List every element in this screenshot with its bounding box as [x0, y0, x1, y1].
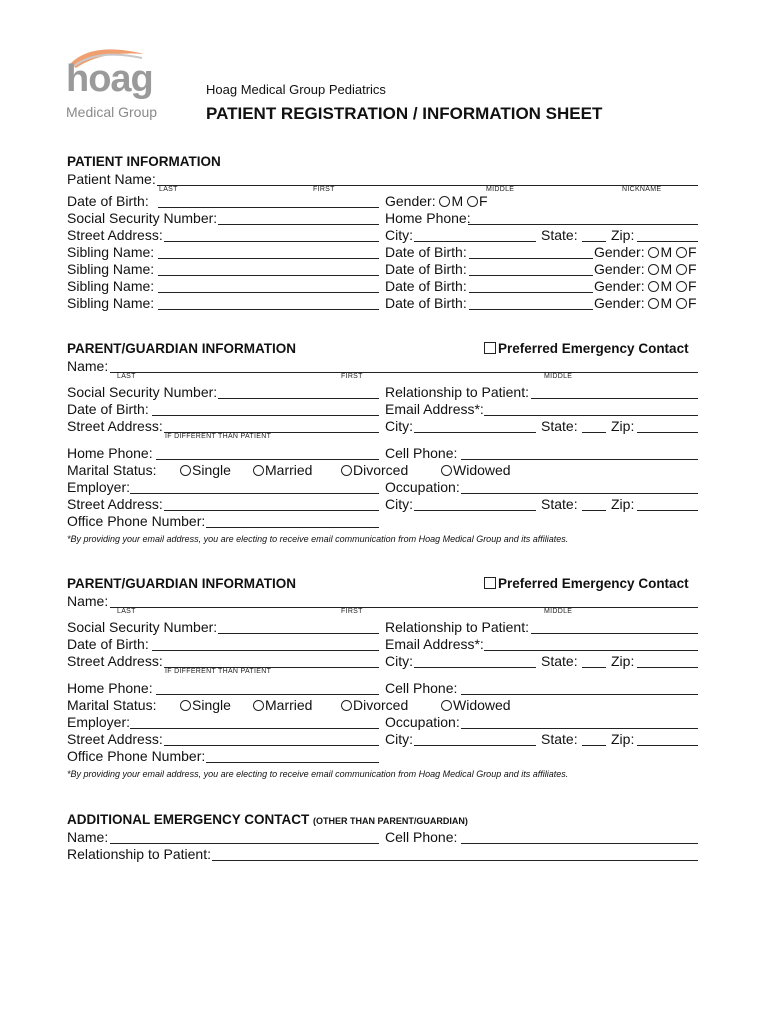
guardian1-office-phone-label: Office Phone Number: [67, 513, 206, 529]
additional-relationship-label: Relationship to Patient: [67, 846, 211, 862]
guardian2-work-state-label: State: [541, 731, 578, 747]
sibling-gender-m-radio[interactable] [648, 264, 659, 275]
additional-name-label: Name: [67, 829, 109, 845]
sibling-name-field[interactable] [158, 275, 379, 276]
additional-heading [67, 812, 468, 827]
patient-street-label: Street Address: [67, 227, 163, 243]
guardian1-relationship-field[interactable] [531, 398, 698, 399]
sub-nickname: NICKNAME [622, 186, 662, 193]
sibling-dob-label: Date of Birth: [385, 261, 467, 277]
patient-zip-label: Zip: [611, 227, 635, 243]
sibling-gender-m-radio[interactable] [648, 247, 659, 258]
sibling-gender-m-label: M [660, 295, 673, 311]
sub-first: FIRST [313, 186, 335, 193]
guardian2-single[interactable] [180, 697, 231, 713]
widowed-radio[interactable] [441, 465, 452, 476]
guardian1-preferred-checkbox[interactable] [484, 342, 496, 354]
guardian2-ssn-field[interactable] [218, 633, 379, 634]
guardian1-heading: PARENT/GUARDIAN INFORMATION [67, 341, 296, 356]
sibling-gender-m-label: M [660, 261, 673, 277]
guardian2-preferred-checkbox[interactable] [484, 577, 496, 589]
guardian1-preferred-label: Preferred Emergency Contact [498, 341, 689, 356]
guardian1-office-phone-field[interactable] [206, 527, 379, 528]
guardian2-city-field[interactable] [414, 667, 536, 668]
guardian2-relationship-label: Relationship to Patient: [385, 619, 529, 635]
patient-home-phone-field[interactable] [468, 224, 698, 225]
guardian1-ssn-label: Social Security Number: [67, 384, 218, 400]
sibling-dob-label: Date of Birth: [385, 295, 467, 311]
additional-name-field[interactable] [110, 843, 379, 844]
sibling-gender [594, 244, 697, 260]
guardian2-work-city-field[interactable] [414, 745, 536, 746]
sub-if-different: IF DIFFERENT THAN PATIENT [165, 433, 272, 440]
single-label: Single [192, 697, 231, 713]
sibling-gender-f-label: F [688, 295, 697, 311]
guardian1-name-field[interactable] [110, 372, 698, 373]
guardian2-ssn-label: Social Security Number: [67, 619, 218, 635]
widowed-label: Widowed [453, 462, 511, 478]
guardian1-work-street-field[interactable] [164, 510, 379, 511]
sibling-gender-label: Gender: [594, 261, 645, 277]
guardian1-divorced[interactable] [341, 462, 408, 478]
guardian2-employer-field[interactable] [130, 728, 379, 729]
patient-ssn-label: Social Security Number: [67, 210, 218, 226]
guardian2-preferred [484, 576, 689, 591]
sibling-gender-m-label: M [660, 244, 673, 260]
guardian2-name-label: Name: [67, 593, 109, 609]
guardian2-cell-label: Cell Phone: [385, 680, 458, 696]
additional-heading-text: ADDITIONAL EMERGENCY CONTACT [67, 812, 310, 827]
guardian1-zip-field[interactable] [637, 432, 698, 433]
guardian2-relationship-field[interactable] [531, 633, 698, 634]
guardian2-work-city-label: City: [385, 731, 413, 747]
patient-home-phone-label: Home Phone: [385, 210, 471, 226]
guardian2-name-field[interactable] [110, 607, 698, 608]
sibling-name-label: Sibling Name: [67, 278, 155, 294]
patient-state-label: State: [541, 227, 578, 243]
guardian2-work-street-label: Street Address: [67, 731, 163, 747]
guardian2-state-field[interactable] [582, 667, 606, 668]
sibling-gender-m-radio[interactable] [648, 281, 659, 292]
sub-first: FIRST [341, 373, 363, 380]
patient-dob-field[interactable] [158, 207, 379, 208]
guardian2-office-phone-field[interactable] [206, 762, 379, 763]
sibling-gender-f-label: F [688, 278, 697, 294]
gender-m-radio[interactable] [439, 196, 450, 207]
sibling-gender-f-label: F [688, 261, 697, 277]
sibling-gender [594, 261, 697, 277]
guardian1-home-phone-label: Home Phone: [67, 445, 153, 461]
guardian1-cell-label: Cell Phone: [385, 445, 458, 461]
guardian2-dob-field[interactable] [152, 650, 379, 651]
sibling-gender [594, 278, 697, 294]
gender-label: Gender: [385, 193, 436, 209]
divorced-label: Divorced [353, 697, 409, 713]
guardian2-marital-label: Marital Status: [67, 697, 157, 713]
sibling-name-label: Sibling Name: [67, 261, 155, 277]
guardian2-zip-label: Zip: [611, 653, 635, 669]
sibling-dob-field[interactable] [469, 292, 593, 293]
additional-relationship-field[interactable] [212, 860, 698, 861]
gender-m-label: M [451, 193, 464, 209]
guardian1-married[interactable] [253, 462, 312, 478]
guardian2-street-label: Street Address: [67, 653, 163, 669]
guardian2-work-zip-label: Zip: [611, 731, 635, 747]
guardian2-divorced[interactable] [341, 697, 408, 713]
divorced-radio[interactable] [341, 700, 352, 711]
single-label: Single [192, 462, 231, 478]
guardian1-dob-field[interactable] [152, 415, 379, 416]
patient-dob-label: Date of Birth: [67, 193, 149, 209]
logo-main-text: hoag [66, 58, 153, 100]
sibling-gender-m-label: M [660, 278, 673, 294]
guardian1-widowed[interactable] [441, 462, 511, 478]
sibling-gender-label: Gender: [594, 244, 645, 260]
page-title: PATIENT REGISTRATION / INFORMATION SHEET [206, 104, 603, 123]
guardian1-ssn-field[interactable] [218, 398, 379, 399]
guardian2-married[interactable] [253, 697, 312, 713]
guardian2-home-phone-label: Home Phone: [67, 680, 153, 696]
guardian1-email-field[interactable] [484, 415, 698, 416]
divorced-radio[interactable] [341, 465, 352, 476]
sibling-name-label: Sibling Name: [67, 295, 155, 311]
sibling-dob-label: Date of Birth: [385, 244, 467, 260]
sibling-gender-f-label: F [688, 244, 697, 260]
patient-name-field[interactable] [157, 185, 698, 186]
guardian2-home-phone-field[interactable] [156, 694, 379, 695]
sub-middle: MIDDLE [544, 373, 573, 380]
patient-street-field[interactable] [164, 241, 379, 242]
sibling-gender-f-radio[interactable] [676, 298, 687, 309]
logo [64, 44, 164, 124]
single-radio[interactable] [180, 700, 191, 711]
patient-city-field[interactable] [414, 241, 536, 242]
guardian2-zip-field[interactable] [637, 667, 698, 668]
single-radio[interactable] [180, 465, 191, 476]
patient-name-label: Patient Name: [67, 171, 156, 187]
guardian1-state-field[interactable] [582, 432, 606, 433]
logo-sub-text: Medical Group [66, 104, 158, 120]
guardian2-employer-label: Employer: [67, 714, 131, 730]
guardian2-email-note: *By providing your email address, you are electing to receive email communication from Hoag Medical Group and its affiliates. [67, 769, 569, 779]
guardian2-work-zip-field[interactable] [637, 745, 698, 746]
guardian1-name-label: Name: [67, 358, 109, 374]
guardian2-dob-label: Date of Birth: [67, 636, 149, 652]
married-label: Married [265, 697, 313, 713]
sibling-gender-f-radio[interactable] [676, 247, 687, 258]
org-name: Hoag Medical Group Pediatrics [206, 82, 386, 97]
sibling-name-label: Sibling Name: [67, 244, 155, 260]
sibling-name-field[interactable] [158, 258, 379, 259]
guardian1-work-zip-field[interactable] [637, 510, 698, 511]
guardian1-employer-field[interactable] [130, 493, 379, 494]
sibling-gender-f-radio[interactable] [676, 264, 687, 275]
sub-first: FIRST [341, 608, 363, 615]
guardian1-email-note: *By providing your email address, you are electing to receive email communication from Hoag Medical Group and its affiliates. [67, 534, 569, 544]
widowed-label: Widowed [453, 697, 511, 713]
sibling-gender-f-radio[interactable] [676, 281, 687, 292]
patient-heading: PATIENT INFORMATION [67, 154, 221, 169]
sub-last: LAST [117, 373, 136, 380]
guardian1-occupation-label: Occupation: [385, 479, 460, 495]
guardian1-street-label: Street Address: [67, 418, 163, 434]
sibling-gender-label: Gender: [594, 278, 645, 294]
sibling-gender-m-radio[interactable] [648, 298, 659, 309]
patient-ssn-field[interactable] [218, 224, 379, 225]
guardian2-cell-field[interactable] [461, 694, 698, 695]
sibling-name-field[interactable] [158, 292, 379, 293]
sibling-dob-field[interactable] [469, 258, 593, 259]
guardian1-work-zip-label: Zip: [611, 496, 635, 512]
guardian1-work-state-label: State: [541, 496, 578, 512]
guardian1-state-label: State: [541, 418, 578, 434]
guardian1-work-state-field[interactable] [582, 510, 606, 511]
married-radio[interactable] [253, 465, 264, 476]
gender-f-label: F [479, 193, 488, 209]
widowed-radio[interactable] [441, 700, 452, 711]
patient-state-field[interactable] [582, 241, 606, 242]
married-label: Married [265, 462, 313, 478]
guardian1-work-city-label: City: [385, 496, 413, 512]
guardian1-work-street-label: Street Address: [67, 496, 163, 512]
guardian2-office-phone-label: Office Phone Number: [67, 748, 206, 764]
guardian2-preferred-label: Preferred Emergency Contact [498, 576, 689, 591]
guardian1-dob-label: Date of Birth: [67, 401, 149, 417]
sibling-name-field[interactable] [158, 309, 379, 310]
sibling-dob-label: Date of Birth: [385, 278, 467, 294]
divorced-label: Divorced [353, 462, 409, 478]
sibling-dob-field[interactable] [469, 275, 593, 276]
guardian1-zip-label: Zip: [611, 418, 635, 434]
guardian1-employer-label: Employer: [67, 479, 131, 495]
sibling-gender [594, 295, 697, 311]
guardian1-city-field[interactable] [414, 432, 536, 433]
guardian1-relationship-label: Relationship to Patient: [385, 384, 529, 400]
guardian1-city-label: City: [385, 418, 413, 434]
guardian1-home-phone-field[interactable] [156, 459, 379, 460]
guardian1-single[interactable] [180, 462, 231, 478]
sibling-dob-field[interactable] [469, 309, 593, 310]
guardian1-email-label: Email Address*: [385, 401, 484, 417]
guardian1-occupation-field[interactable] [461, 493, 698, 494]
additional-cell-field[interactable] [461, 843, 698, 844]
guardian2-state-label: State: [541, 653, 578, 669]
sub-last: LAST [117, 608, 136, 615]
guardian1-work-city-field[interactable] [414, 510, 536, 511]
guardian2-occupation-field[interactable] [461, 728, 698, 729]
guardian1-cell-field[interactable] [461, 459, 698, 460]
guardian2-email-field[interactable] [484, 650, 698, 651]
guardian2-email-label: Email Address*: [385, 636, 484, 652]
guardian2-occupation-label: Occupation: [385, 714, 460, 730]
married-radio[interactable] [253, 700, 264, 711]
gender-f-radio[interactable] [467, 196, 478, 207]
guardian1-preferred [484, 341, 689, 356]
guardian2-work-street-field[interactable] [164, 745, 379, 746]
sub-if-different: IF DIFFERENT THAN PATIENT [165, 668, 272, 675]
guardian2-city-label: City: [385, 653, 413, 669]
sibling-gender-label: Gender: [594, 295, 645, 311]
sub-middle: MIDDLE [486, 186, 515, 193]
patient-gender [385, 193, 488, 209]
sub-last: LAST [159, 186, 178, 193]
patient-zip-field[interactable] [637, 241, 698, 242]
guardian2-widowed[interactable] [441, 697, 511, 713]
guardian1-marital-label: Marital Status: [67, 462, 157, 478]
patient-city-label: City: [385, 227, 413, 243]
additional-heading-sub: (OTHER THAN PARENT/GUARDIAN) [313, 816, 468, 826]
sub-middle: MIDDLE [544, 608, 573, 615]
guardian2-work-state-field[interactable] [582, 745, 606, 746]
additional-cell-label: Cell Phone: [385, 829, 458, 845]
guardian2-heading: PARENT/GUARDIAN INFORMATION [67, 576, 296, 591]
